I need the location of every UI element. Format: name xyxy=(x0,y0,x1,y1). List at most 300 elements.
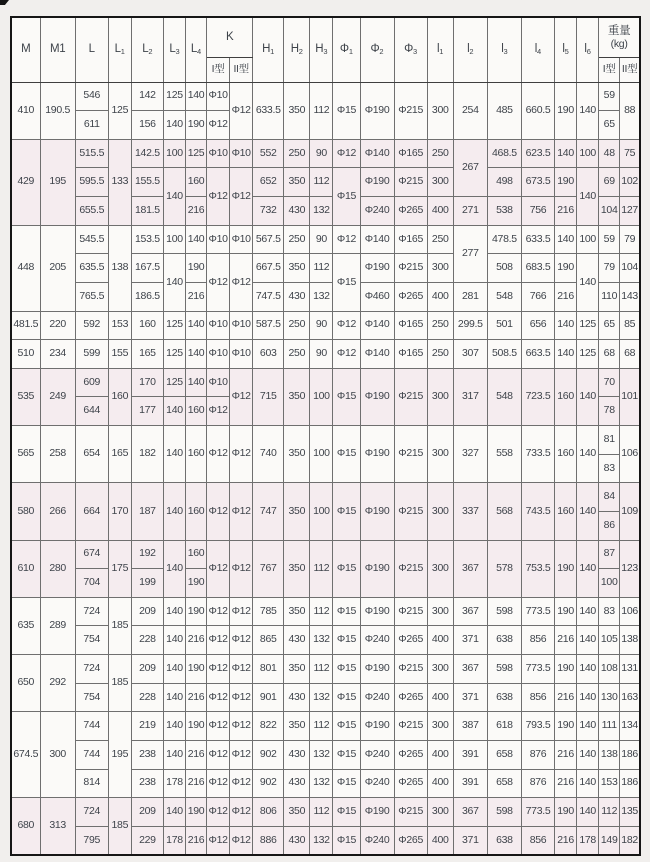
cell-l3: 125 xyxy=(163,82,185,111)
cell-li2: 254 xyxy=(453,82,487,139)
cell-li1: 300 xyxy=(427,254,453,283)
cell-l2: 186.5 xyxy=(131,282,163,311)
col-subheader: II型 xyxy=(230,57,253,82)
cell-l3: 140 xyxy=(163,483,185,540)
cell-h2: 350 xyxy=(284,168,310,197)
cell-li3: 501 xyxy=(487,311,521,340)
cell-l: 724 xyxy=(75,597,108,626)
cell-l4: 140 xyxy=(186,82,207,111)
cell-l1: 153 xyxy=(108,311,131,340)
cell-l4: 140 xyxy=(186,368,207,397)
cell-w-i: 105 xyxy=(599,626,620,655)
cell-li5: 140 xyxy=(555,311,577,340)
cell-h1: 767 xyxy=(253,540,284,597)
col-subheader: I型 xyxy=(599,57,620,82)
cell-l: 704 xyxy=(75,569,108,598)
cell-m: 580 xyxy=(11,483,40,540)
cell-l: 814 xyxy=(75,769,108,798)
cell-li5: 216 xyxy=(555,282,577,311)
cell-m: 680 xyxy=(11,798,40,855)
cell-w-ii: 75 xyxy=(620,139,640,168)
scan-corner-artifact xyxy=(0,0,9,5)
cell-l4: 216 xyxy=(186,769,207,798)
cell-li4: 856 xyxy=(521,626,554,655)
cell-phi1: Φ15 xyxy=(333,626,360,655)
cell-w-ii: 186 xyxy=(620,740,640,769)
cell-l: 795 xyxy=(75,826,108,855)
cell-l4: 140 xyxy=(186,340,207,369)
cell-li4: 793.5 xyxy=(521,712,554,741)
cell-phi2: Φ190 xyxy=(360,655,394,684)
cell-w-i: 59 xyxy=(599,82,620,111)
cell-h3: 112 xyxy=(310,597,333,626)
cell-li5: 140 xyxy=(555,340,577,369)
cell-phi1: Φ12 xyxy=(333,225,360,254)
cell-l2: 187 xyxy=(131,483,163,540)
cell-k-ii: Φ10 xyxy=(230,225,253,254)
cell-w-ii: 131 xyxy=(620,655,640,684)
cell-w-ii: 106 xyxy=(620,597,640,626)
cell-li5: 140 xyxy=(555,139,577,168)
cell-li3: 538 xyxy=(487,197,521,226)
cell-k-ii: Φ12 xyxy=(230,655,253,684)
cell-li3: 548 xyxy=(487,282,521,311)
cell-l: 655.5 xyxy=(75,197,108,226)
cell-li6: 140 xyxy=(577,483,599,540)
cell-l: 644 xyxy=(75,397,108,426)
cell-w-i: 149 xyxy=(599,826,620,855)
cell-li4: 683.5 xyxy=(521,254,554,283)
cell-h3: 112 xyxy=(310,655,333,684)
cell-w-i: 108 xyxy=(599,655,620,684)
col-header: $L_3$ xyxy=(163,17,185,82)
cell-li3: 548 xyxy=(487,368,521,425)
cell-l3: 140 xyxy=(163,254,185,311)
cell-phi1: Φ15 xyxy=(333,483,360,540)
cell-l3: 125 xyxy=(163,368,185,397)
cell-li6: 125 xyxy=(577,311,599,340)
cell-k-ii: Φ12 xyxy=(230,683,253,712)
cell-li5: 190 xyxy=(555,597,577,626)
cell-li6: 140 xyxy=(577,769,599,798)
cell-phi3: Φ215 xyxy=(394,540,427,597)
cell-m1: 258 xyxy=(40,426,75,483)
cell-l3: 140 xyxy=(163,397,185,426)
cell-phi2: Φ240 xyxy=(360,769,394,798)
cell-phi3: Φ165 xyxy=(394,311,427,340)
cell-li5: 190 xyxy=(555,798,577,827)
cell-phi2: Φ190 xyxy=(360,483,394,540)
cell-li5: 190 xyxy=(555,540,577,597)
cell-li4: 656 xyxy=(521,311,554,340)
cell-l: 515.5 xyxy=(75,139,108,168)
cell-l4: 216 xyxy=(186,282,207,311)
cell-w-i: 84 xyxy=(599,483,620,512)
cell-m1: 313 xyxy=(40,798,75,855)
cell-k-ii: Φ12 xyxy=(230,483,253,540)
cell-k-i: Φ12 xyxy=(207,798,230,827)
cell-li1: 400 xyxy=(427,197,453,226)
cell-l2: 229 xyxy=(131,826,163,855)
cell-li4: 753.5 xyxy=(521,540,554,597)
cell-li2: 327 xyxy=(453,426,487,483)
cell-phi2: Φ190 xyxy=(360,540,394,597)
cell-l1: 170 xyxy=(108,483,131,540)
cell-li4: 733.5 xyxy=(521,426,554,483)
cell-l3: 125 xyxy=(163,340,185,369)
cell-h3: 132 xyxy=(310,197,333,226)
cell-k-ii: Φ12 xyxy=(230,712,253,741)
cell-w-ii: 88 xyxy=(620,82,640,139)
cell-li5: 190 xyxy=(555,712,577,741)
cell-w-i: 111 xyxy=(599,712,620,741)
cell-li1: 300 xyxy=(427,426,453,483)
cell-h2: 350 xyxy=(284,655,310,684)
cell-l2: 177 xyxy=(131,397,163,426)
cell-phi3: Φ215 xyxy=(394,368,427,425)
cell-h1: 740 xyxy=(253,426,284,483)
cell-m: 610 xyxy=(11,540,40,597)
cell-w-ii: 143 xyxy=(620,282,640,311)
cell-w-ii: 186 xyxy=(620,769,640,798)
cell-h2: 350 xyxy=(284,540,310,597)
cell-h2: 350 xyxy=(284,254,310,283)
cell-h2: 430 xyxy=(284,826,310,855)
cell-l1: 160 xyxy=(108,368,131,425)
cell-l3: 140 xyxy=(163,540,185,597)
cell-h2: 430 xyxy=(284,740,310,769)
cell-li6: 140 xyxy=(577,683,599,712)
cell-l: 754 xyxy=(75,626,108,655)
cell-h3: 132 xyxy=(310,769,333,798)
cell-l4: 216 xyxy=(186,826,207,855)
cell-li1: 400 xyxy=(427,683,453,712)
cell-li2: 367 xyxy=(453,798,487,827)
cell-l2: 228 xyxy=(131,683,163,712)
cell-h2: 250 xyxy=(284,340,310,369)
cell-phi1: Φ15 xyxy=(333,769,360,798)
cell-l2: 170 xyxy=(131,368,163,397)
cell-li3: 468.5 xyxy=(487,139,521,168)
cell-m1: 205 xyxy=(40,225,75,311)
cell-l2: 209 xyxy=(131,597,163,626)
cell-li2: 371 xyxy=(453,826,487,855)
cell-phi1: Φ15 xyxy=(333,254,360,311)
cell-l4: 216 xyxy=(186,197,207,226)
cell-li4: 660.5 xyxy=(521,82,554,139)
cell-k-i: Φ12 xyxy=(207,683,230,712)
col-header: $H_2$ xyxy=(284,17,310,82)
cell-w-i: 104 xyxy=(599,197,620,226)
cell-phi3: Φ215 xyxy=(394,712,427,741)
cell-l2: 153.5 xyxy=(131,225,163,254)
cell-phi1: Φ15 xyxy=(333,426,360,483)
cell-li2: 371 xyxy=(453,626,487,655)
cell-l1: 185 xyxy=(108,597,131,654)
cell-h2: 430 xyxy=(284,769,310,798)
cell-li1: 300 xyxy=(427,712,453,741)
cell-w-ii: 134 xyxy=(620,712,640,741)
cell-l1: 155 xyxy=(108,340,131,369)
cell-l3: 140 xyxy=(163,111,185,140)
cell-phi2: Φ190 xyxy=(360,82,394,139)
cell-li5: 216 xyxy=(555,197,577,226)
cell-k-i: Φ12 xyxy=(207,712,230,741)
cell-k-i: Φ12 xyxy=(207,826,230,855)
col-header: $\Phi_3$ xyxy=(394,17,427,82)
cell-li5: 216 xyxy=(555,740,577,769)
cell-phi3: Φ265 xyxy=(394,197,427,226)
col-header: $l_3$ xyxy=(487,17,521,82)
cell-m1: 292 xyxy=(40,655,75,712)
cell-k-i: Φ12 xyxy=(207,540,230,597)
cell-k-i: Φ12 xyxy=(207,626,230,655)
col-header: L xyxy=(75,17,108,82)
cell-h3: 90 xyxy=(310,340,333,369)
cell-li1: 250 xyxy=(427,139,453,168)
cell-h2: 250 xyxy=(284,225,310,254)
cell-l2: 209 xyxy=(131,655,163,684)
cell-phi3: Φ265 xyxy=(394,626,427,655)
cell-h1: 901 xyxy=(253,683,284,712)
cell-li1: 300 xyxy=(427,540,453,597)
cell-k-i: Φ12 xyxy=(207,397,230,426)
cell-h2: 350 xyxy=(284,368,310,425)
cell-phi3: Φ215 xyxy=(394,426,427,483)
cell-w-ii: 85 xyxy=(620,311,640,340)
cell-k-ii: Φ12 xyxy=(230,540,253,597)
cell-l: 545.5 xyxy=(75,225,108,254)
cell-li2: 371 xyxy=(453,683,487,712)
cell-w-i: 130 xyxy=(599,683,620,712)
cell-li2: 367 xyxy=(453,540,487,597)
cell-k-ii: Φ12 xyxy=(230,769,253,798)
cell-m: 674.5 xyxy=(11,712,40,798)
cell-phi1: Φ15 xyxy=(333,368,360,425)
cell-l3: 140 xyxy=(163,426,185,483)
cell-w-ii: 163 xyxy=(620,683,640,712)
cell-li4: 663.5 xyxy=(521,340,554,369)
cell-m: 535 xyxy=(11,368,40,425)
cell-l2: 238 xyxy=(131,740,163,769)
cell-k-i: Φ12 xyxy=(207,769,230,798)
cell-l3: 140 xyxy=(163,655,185,684)
cell-phi3: Φ215 xyxy=(394,483,427,540)
cell-li4: 856 xyxy=(521,683,554,712)
cell-h1: 567.5 xyxy=(253,225,284,254)
cell-li3: 638 xyxy=(487,826,521,855)
cell-phi1: Φ12 xyxy=(333,139,360,168)
cell-m1: 289 xyxy=(40,597,75,654)
cell-li6: 140 xyxy=(577,626,599,655)
cell-l2: 167.5 xyxy=(131,254,163,283)
cell-li5: 190 xyxy=(555,82,577,139)
cell-li2: 391 xyxy=(453,740,487,769)
cell-l2: 142.5 xyxy=(131,139,163,168)
cell-li1: 400 xyxy=(427,740,453,769)
cell-phi2: Φ240 xyxy=(360,740,394,769)
cell-w-ii: 182 xyxy=(620,826,640,855)
cell-phi2: Φ460 xyxy=(360,282,394,311)
cell-w-i: 78 xyxy=(599,397,620,426)
col-subheader: II型 xyxy=(620,57,640,82)
col-header: M1 xyxy=(40,17,75,82)
col-subheader: I型 xyxy=(207,57,230,82)
cell-l2: 165 xyxy=(131,340,163,369)
cell-li4: 633.5 xyxy=(521,225,554,254)
cell-w-i: 110 xyxy=(599,282,620,311)
cell-l: 611 xyxy=(75,111,108,140)
cell-l4: 160 xyxy=(186,426,207,483)
cell-h2: 350 xyxy=(284,483,310,540)
cell-h3: 112 xyxy=(310,254,333,283)
cell-w-ii: 68 xyxy=(620,340,640,369)
cell-li1: 300 xyxy=(427,368,453,425)
cell-l3: 140 xyxy=(163,168,185,225)
cell-li6: 140 xyxy=(577,368,599,425)
cell-h1: 902 xyxy=(253,769,284,798)
cell-l1: 165 xyxy=(108,426,131,483)
cell-phi3: Φ215 xyxy=(394,597,427,626)
cell-l3: 140 xyxy=(163,683,185,712)
cell-li3: 638 xyxy=(487,626,521,655)
cell-k-ii: Φ10 xyxy=(230,340,253,369)
cell-l2: 182 xyxy=(131,426,163,483)
cell-k-ii: Φ10 xyxy=(230,139,253,168)
cell-li6: 100 xyxy=(577,139,599,168)
cell-l3: 100 xyxy=(163,225,185,254)
cell-li5: 160 xyxy=(555,368,577,425)
cell-li3: 598 xyxy=(487,655,521,684)
col-header: 重量 (kg) xyxy=(599,17,640,57)
cell-l2: 160 xyxy=(131,311,163,340)
cell-h2: 350 xyxy=(284,798,310,827)
cell-li2: 271 xyxy=(453,197,487,226)
cell-l2: 155.5 xyxy=(131,168,163,197)
cell-h1: 886 xyxy=(253,826,284,855)
cell-l3: 178 xyxy=(163,826,185,855)
cell-li3: 508.5 xyxy=(487,340,521,369)
cell-phi1: Φ15 xyxy=(333,740,360,769)
cell-li1: 300 xyxy=(427,168,453,197)
cell-w-ii: 101 xyxy=(620,368,640,425)
cell-li1: 250 xyxy=(427,340,453,369)
cell-l4: 190 xyxy=(186,569,207,598)
cell-l1: 195 xyxy=(108,712,131,798)
cell-h2: 350 xyxy=(284,597,310,626)
cell-l3: 140 xyxy=(163,798,185,827)
cell-l1: 175 xyxy=(108,540,131,597)
cell-h3: 90 xyxy=(310,311,333,340)
cell-h1: 603 xyxy=(253,340,284,369)
cell-h3: 112 xyxy=(310,82,333,139)
cell-w-ii: 102 xyxy=(620,168,640,197)
cell-l: 592 xyxy=(75,311,108,340)
cell-li6: 140 xyxy=(577,655,599,684)
cell-l2: 199 xyxy=(131,569,163,598)
cell-l4: 140 xyxy=(186,311,207,340)
cell-li4: 756 xyxy=(521,197,554,226)
cell-k-i: Φ12 xyxy=(207,111,230,140)
cell-w-i: 83 xyxy=(599,454,620,483)
cell-l: 635.5 xyxy=(75,254,108,283)
cell-li5: 216 xyxy=(555,826,577,855)
cell-h1: 822 xyxy=(253,712,284,741)
cell-li6: 140 xyxy=(577,712,599,741)
cell-h1: 806 xyxy=(253,798,284,827)
cell-phi3: Φ165 xyxy=(394,225,427,254)
cell-li5: 216 xyxy=(555,769,577,798)
cell-h2: 350 xyxy=(284,712,310,741)
cell-phi2: Φ190 xyxy=(360,254,394,283)
cell-phi3: Φ265 xyxy=(394,740,427,769)
cell-li3: 618 xyxy=(487,712,521,741)
cell-m1: 234 xyxy=(40,340,75,369)
cell-k-ii: Φ12 xyxy=(230,798,253,827)
cell-m: 650 xyxy=(11,655,40,712)
cell-m: 481.5 xyxy=(11,311,40,340)
cell-li6: 140 xyxy=(577,540,599,597)
cell-li5: 160 xyxy=(555,426,577,483)
cell-li2: 277 xyxy=(453,225,487,282)
cell-li2: 391 xyxy=(453,769,487,798)
cell-li3: 508 xyxy=(487,254,521,283)
cell-li6: 140 xyxy=(577,740,599,769)
cell-li5: 190 xyxy=(555,655,577,684)
cell-w-i: 79 xyxy=(599,254,620,283)
cell-phi2: Φ190 xyxy=(360,168,394,197)
cell-h1: 715 xyxy=(253,368,284,425)
cell-phi2: Φ140 xyxy=(360,311,394,340)
cell-li1: 300 xyxy=(427,82,453,139)
cell-li5: 190 xyxy=(555,254,577,283)
cell-l2: 238 xyxy=(131,769,163,798)
col-header: $\Phi_1$ xyxy=(333,17,360,82)
cell-h3: 90 xyxy=(310,139,333,168)
cell-m: 635 xyxy=(11,597,40,654)
cell-k-ii: Φ12 xyxy=(230,740,253,769)
cell-h3: 132 xyxy=(310,826,333,855)
cell-h2: 430 xyxy=(284,197,310,226)
cell-li4: 743.5 xyxy=(521,483,554,540)
cell-phi1: Φ15 xyxy=(333,712,360,741)
cell-phi3: Φ265 xyxy=(394,683,427,712)
cell-phi2: Φ240 xyxy=(360,683,394,712)
cell-li6: 140 xyxy=(577,254,599,311)
cell-phi2: Φ190 xyxy=(360,426,394,483)
cell-w-i: 86 xyxy=(599,511,620,540)
cell-h2: 350 xyxy=(284,82,310,139)
cell-l: 664 xyxy=(75,483,108,540)
cell-l1: 133 xyxy=(108,139,131,225)
cell-l2: 209 xyxy=(131,798,163,827)
cell-k-ii: Φ10 xyxy=(230,311,253,340)
cell-m1: 266 xyxy=(40,483,75,540)
cell-w-i: 59 xyxy=(599,225,620,254)
cell-h3: 112 xyxy=(310,540,333,597)
cell-l1: 185 xyxy=(108,798,131,855)
cell-k-i: Φ12 xyxy=(207,740,230,769)
col-header: K xyxy=(207,17,253,57)
cell-li6: 140 xyxy=(577,426,599,483)
cell-li1: 400 xyxy=(427,626,453,655)
cell-m1: 280 xyxy=(40,540,75,597)
cell-m: 429 xyxy=(11,139,40,225)
cell-m: 510 xyxy=(11,340,40,369)
cell-w-i: 87 xyxy=(599,540,620,569)
cell-l4: 160 xyxy=(186,540,207,569)
cell-h3: 132 xyxy=(310,683,333,712)
